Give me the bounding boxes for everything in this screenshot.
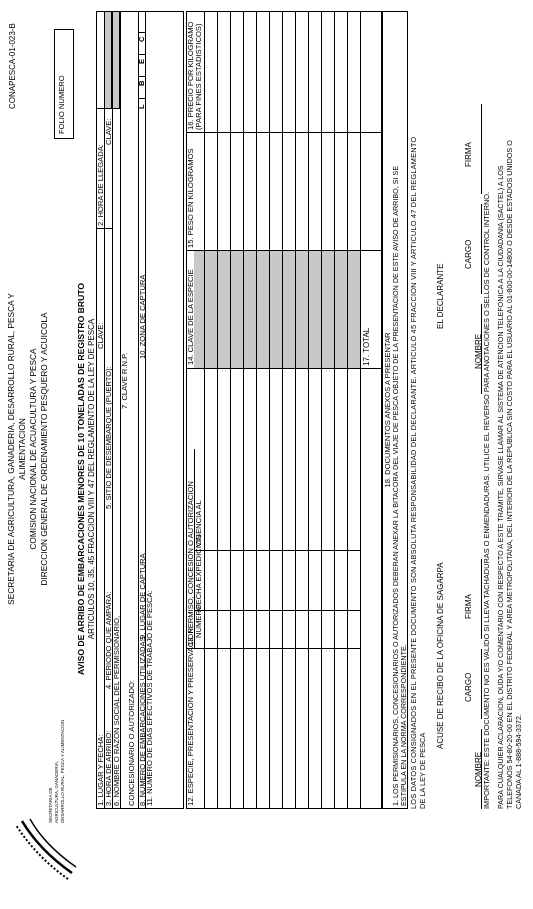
field-periodo[interactable]: 4. PERIODO QUE AMPARA:	[104, 591, 113, 689]
field-clave-2[interactable]: CLAVE:	[104, 118, 113, 145]
footer-contact-2: TELEFONOS 54-80-20-00 EN EL DISTRITO FEDERAL Y AREA METROPOLITANA, DEL INTERIOR DE LA REPUBLICA SIN COSTO PARA EL USUARIO AL 01-800-00-14800 O DESDE ESTADOS UNIDOS O	[505, 140, 514, 809]
logo-text-3: DESARROLLO RURAL, PESCA Y ALIMENTACION	[60, 719, 65, 823]
field-lugar-fecha[interactable]: 1. LUGAR Y FECHA:	[96, 734, 105, 806]
agency-header	[6, 289, 50, 609]
lbec-b[interactable]: B	[137, 80, 146, 86]
sig-line-firma-2[interactable]	[481, 104, 482, 194]
species-key-shaded	[194, 251, 360, 369]
header-line-3: DIRECCION GENERAL DE ORDENAMIENTO PESQUERO Y ACUICOLA	[39, 312, 49, 586]
sig-nombre-2: NOMBRE	[474, 333, 483, 369]
col-permiso: 13. PERMISO, CONCESION O AUTORIZACION	[186, 481, 195, 646]
annexes-text-1: 1. LOS PERMISIONARIOS, CONCESIONARIOS O AUTORIZADOS DEBERAN ANEXAR LA BITACORA DEL VIAJE DE PESCA OBJETO DE LA PRESENTACION DE ESTE AVISO DE ARRIBO, SI SE	[391, 165, 400, 806]
col-clave-especie: 14. CLAVE DE LA ESPECIE	[186, 269, 195, 365]
rnp-shaded	[112, 11, 120, 109]
form-subtitle: ARTICULOS 10, 35, 45 FRACCION VIII Y 47 DEL REGLAMENTO DE LA LEY DE PESCA	[87, 318, 96, 640]
col-numero: NUMERO	[194, 604, 203, 638]
field-dias-efectivos[interactable]: 11. NUMERO DE DIAS EFECTIVOS DE TRABAJO DE PESCA:	[145, 590, 154, 806]
field-clave-rnp[interactable]: 7. CLAVE R.N.P.	[120, 352, 129, 409]
field-sitio-desembarque[interactable]: 5. SITIO DE DESEMBARQUE (PUERTO):	[104, 366, 113, 509]
annexes-text-2: ESTIPULA EN LA NORMA CORRESPONDIENTE.	[399, 644, 408, 806]
declaration-line-2: DE LA LEY DE PESCA	[418, 732, 427, 809]
header-line-2: COMISION NACIONAL DE ACUACULTURA Y PESCA	[28, 348, 38, 550]
sagarpa-logo	[8, 719, 88, 887]
lbec-l[interactable]: L	[137, 104, 146, 109]
field-nombre-permisionario[interactable]: 6. NOMBRE O RAZON SOCIAL DEL PERMISIONARIO,	[112, 615, 121, 806]
declaration-line-1: LOS DATOS CONSIGNADOS EN EL PRESENTE DOCUMENTO SON ABSOLUTA RESPONSABILIDAD DEL DECLARANTE. ARTICULO 45 FRACCION VIII Y ARTICULO 47 DEL REGLAMENTO	[409, 136, 418, 809]
field-lugar-captura[interactable]: 9. LUGAR DE CAPTURA	[138, 553, 147, 639]
col-vigencia: VIGENCIA AL	[194, 500, 203, 547]
logo-text-2: AGRICULTURA, GANADERIA,	[54, 760, 59, 823]
footer-contact-1: PARA CUALQUIER ACLARACION, DUDA Y/O COMENTARIO CON RESPECTO A ESTE TRAMITE, SIRVASE LLAMAR AL SISTEMA DE ATENCION TELEFONICA A LA CIUDADANIA (SACTEL) A LOS	[496, 165, 505, 809]
total-label: 17. TOTAL	[362, 327, 371, 366]
form-code: CONAPESCA-01-023-B	[8, 23, 17, 109]
col-precio: 16. PRECIO POR KILOGRAMO	[186, 21, 195, 130]
col-especie: 12. ESPECIE, PRESENTACION Y PRESERVACION	[186, 628, 195, 806]
clave2-shaded	[104, 11, 112, 109]
header-line-1: SECRETARIA DE AGRICULTURA, GANADERIA, DESARROLLO RURAL, PESCA Y ALIMENTACION	[6, 293, 27, 605]
lbec-c[interactable]: C	[137, 36, 146, 42]
col-precio-note: (PARA FINES ESTADISTICOS)	[194, 23, 203, 130]
col-fecha-expedicion: FECHA EXPEDICION	[194, 534, 203, 609]
footer-important: IMPORTANTE: ESTE DOCUMENTO NO ES VALIDO SI LLEVA TACHADURAS O ENMENDADURAS. UTILICE EL REVERSO PARA ANOTACIONES O SELLOS DE CONTROL INTERNO.	[482, 191, 491, 809]
logo-swoosh-icon	[8, 817, 78, 887]
form-title: AVISO DE ARRIBO DE EMBARCACIONES MENORES DE 10 TONELADAS DE REGISTRO BRUTO	[76, 282, 86, 676]
sig-firma-1: FIRMA	[464, 594, 473, 619]
footer-contact-3: CANADA AL 1-888-594-3372.	[514, 714, 523, 809]
field-num-embarcaciones[interactable]: 8. NUMERO DE EMBARCACIONES UTILIZADAS	[138, 636, 147, 806]
sig-cargo-1: CARGO	[464, 672, 473, 702]
field-concesionario[interactable]: CONCESIONARIO O AUTORIZADO:	[127, 679, 136, 806]
lbec-e[interactable]: E	[137, 58, 146, 64]
sig-cargo-2: CARGO	[464, 239, 473, 269]
species-table	[186, 11, 382, 809]
annexes-title: 18. DOCUMENTOS ANEXOS A PRESENTAR	[383, 332, 392, 488]
declarante-label: EL DECLARANTE	[436, 263, 445, 329]
folio-box[interactable]	[54, 29, 74, 139]
sig-nombre-1: NOMBRE	[474, 751, 483, 787]
acuse-label: ACUSE DE RECIBO DE LA OFICINA DE SAGARPA	[436, 562, 445, 749]
folio-label: FOLIO NUMERO	[57, 75, 66, 134]
field-hora-arribo[interactable]: 3. HORA DE ARRIBO:	[104, 730, 113, 806]
field-zona-captura[interactable]: 10. ZONA DE CAPTURA	[138, 274, 147, 359]
field-clave-1[interactable]: CLAVE:	[96, 322, 105, 349]
col-peso: 15. PESO EN KILOGRAMOS	[186, 148, 195, 248]
field-hora-llegada[interactable]: 2. HORA DE LLEGADA:	[96, 144, 105, 226]
logo-text-1: SECRETARIA DE	[48, 787, 53, 823]
sig-firma-2: FIRMA	[464, 142, 473, 167]
